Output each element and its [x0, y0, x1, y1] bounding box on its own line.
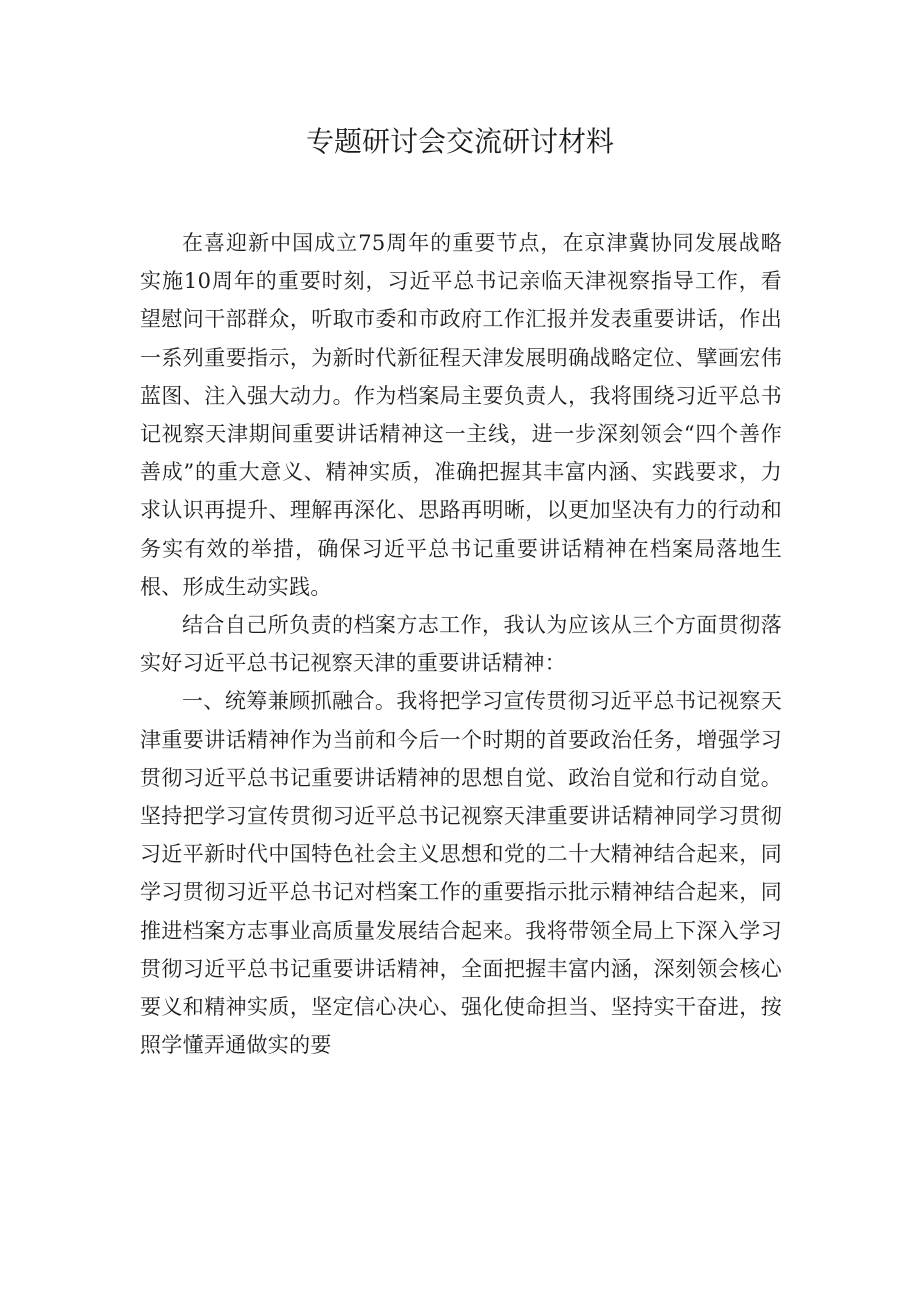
paragraph-intro: 在喜迎新中国成立75周年的重要节点，在京津冀协同发展战略实施10周年的重要时刻，习近平总书记亲临天津视察指导工作，看望慰问干部群众，听取市委和市政府工作汇报并发表重要讲话，作出一系列重要指示，为新时代新征程天津发展明确战略定位、擘画宏伟蓝图、注入强大动力。作为档案局主要负责人，我将围绕习近平总书记视察天津期间重要讲话精神这一主线，进一步深刻领会“四个善作善成”的重大意义、精神实质，准确把握其丰富内涵、实践要求，力求认识再提升、理解再深化、思路再明晰，以更加坚决有力的行动和务实有效的举措，确保习近平总书记重要讲话精神在档案局落地生根、形成生动实践。 [140, 231, 782, 599]
paragraph-overview: 结合自己所负责的档案方志工作，我认为应该从三个方面贯彻落实好习近平总书记视察天津的重要讲话精神： [140, 613, 782, 676]
paragraph-section-one: 一、统筹兼顾抓融合。我将把学习宣传贯彻习近平总书记视察天津重要讲话精神作为当前和今后一个时期的首要政治任务，增强学习贯彻习近平总书记重要讲话精神的思想自觉、政治自觉和行动自觉。坚持把学习宣传贯彻习近平总书记视察天津重要讲话精神同学习贯彻习近平新时代中国特色社会主义思想和党的二十大精神结合起来，同学习贯彻习近平总书记对档案工作的重要指示批示精神结合起来，同推进档案方志事业高质量发展结合起来。我将带领全局上下深入学习贯彻习近平总书记重要讲话精神，全面把握丰富内涵，深刻领会核心要义和精神实质，坚定信心决心、强化使命担当、坚持实干奋进，按照学懂弄通做实的要 [140, 689, 782, 1058]
document-body [140, 224, 782, 1064]
document-title: 专题研讨会交流研讨材料 [305, 125, 614, 158]
